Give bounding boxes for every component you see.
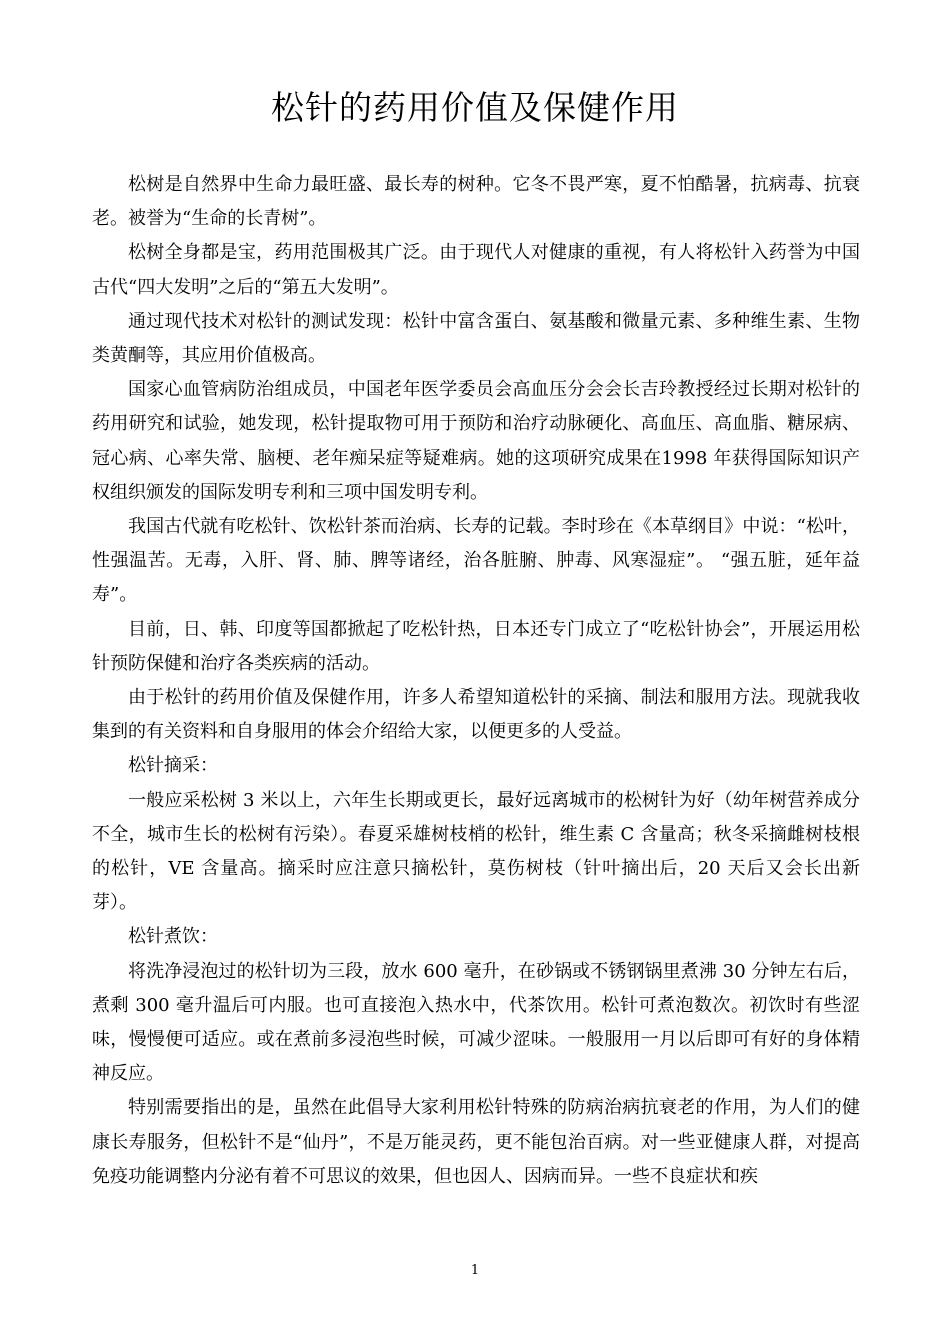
paragraph: 通过现代技术对松针的测试发现：松针中富含蛋白、氨基酸和微量元素、多种维生素、生物类黄酮等，其应用价值极高。 [92,310,860,367]
document-body [92,168,860,1194]
document-title: 松针的药用价值及保健作用 [271,88,679,127]
paragraph: 松树是自然界中生命力最旺盛、最长寿的树种。它冬不畏严寒，夏不怕酷暑，抗病毒、抗衰老。被誉为“生命的长青树”。 [92,174,860,230]
paragraph: 一般应采松树 3 米以上，六年生长期或更长，最好远离城市的松树针为好（幼年树营养成分不全，城市生长的松树有污染）。春夏采雄树枝梢的松针，维生素 C 含量高；秋冬采摘雌树枝根的松针，VE 含量高。摘采时应注意只摘松针，莫伤树枝（针叶摘出后，20 天后又会长出新芽）。 [92,789,860,914]
paragraph: 由于松针的药用价值及保健作用，许多人希望知道松针的采摘、制法和服用方法。现就我收集到的有关资料和自身服用的体会介绍给大家，以便更多的人受益。 [92,687,860,743]
paragraph: 我国古代就有吃松针、饮松针茶而治病、长寿的记载。李时珍在《本草纲目》中说：“松叶，性强温苦。无毒，入肝、肾、肺、脾等诸经，治各脏腑、肿毒、风寒湿症”。 “强五脏，延年益寿”。 [92,516,860,606]
page-number: 1 [470,1263,480,1278]
section-heading: 松针煮饮： [128,926,218,948]
paragraph: 松树全身都是宝，药用范围极其广泛。由于现代人对健康的重视，有人将松针入药誉为中国古代“四大发明”之后的“第五大发明”。 [92,242,860,298]
paragraph: 特别需要指出的是，虽然在此倡导大家利用松针特殊的防病治病抗衰老的作用，为人们的健康长寿服务，但松针不是“仙丹”，不是万能灵药，更不能包治百病。对一些亚健康人群，对提高免疫功能调整内分泌有着不可思议的效果，但也因人、因病而异。一些不良症状和疾 [92,1097,860,1187]
section-heading: 松针摘采： [128,755,218,777]
paragraph: 国家心血管病防治组成员，中国老年医学委员会高血压分会会长吉玲教授经过长期对松针的药用研究和试验，她发现，松针提取物可用于预防和治疗动脉硬化、高血压、高血脂、糖尿病、冠心病、心率失常、脑梗、老年痴呆症等疑难病。她的这项研究成果在1998 年获得国际知识产权组织颁发的国际发明专利和三项中国发明专利。 [92,379,860,503]
paragraph: 目前，日、韩、印度等国都掀起了吃松针热，日本还专门成立了“吃松针协会”，开展运用松针预防保健和治疗各类疾病的活动。 [92,618,860,674]
paragraph: 将洗净浸泡过的松针切为三段，放水 600 毫升，在砂锅或不锈钢锅里煮沸 30 分钟左右后，煮剩 300 毫升温后可内服。也可直接泡入热水中，代茶饮用。松针可煮泡数次。初饮时有些涩味，慢慢便可适应。或在煮前多浸泡些时候，可减少涩味。一般服用一月以后即可有好的身体精神反应。 [92,960,860,1085]
